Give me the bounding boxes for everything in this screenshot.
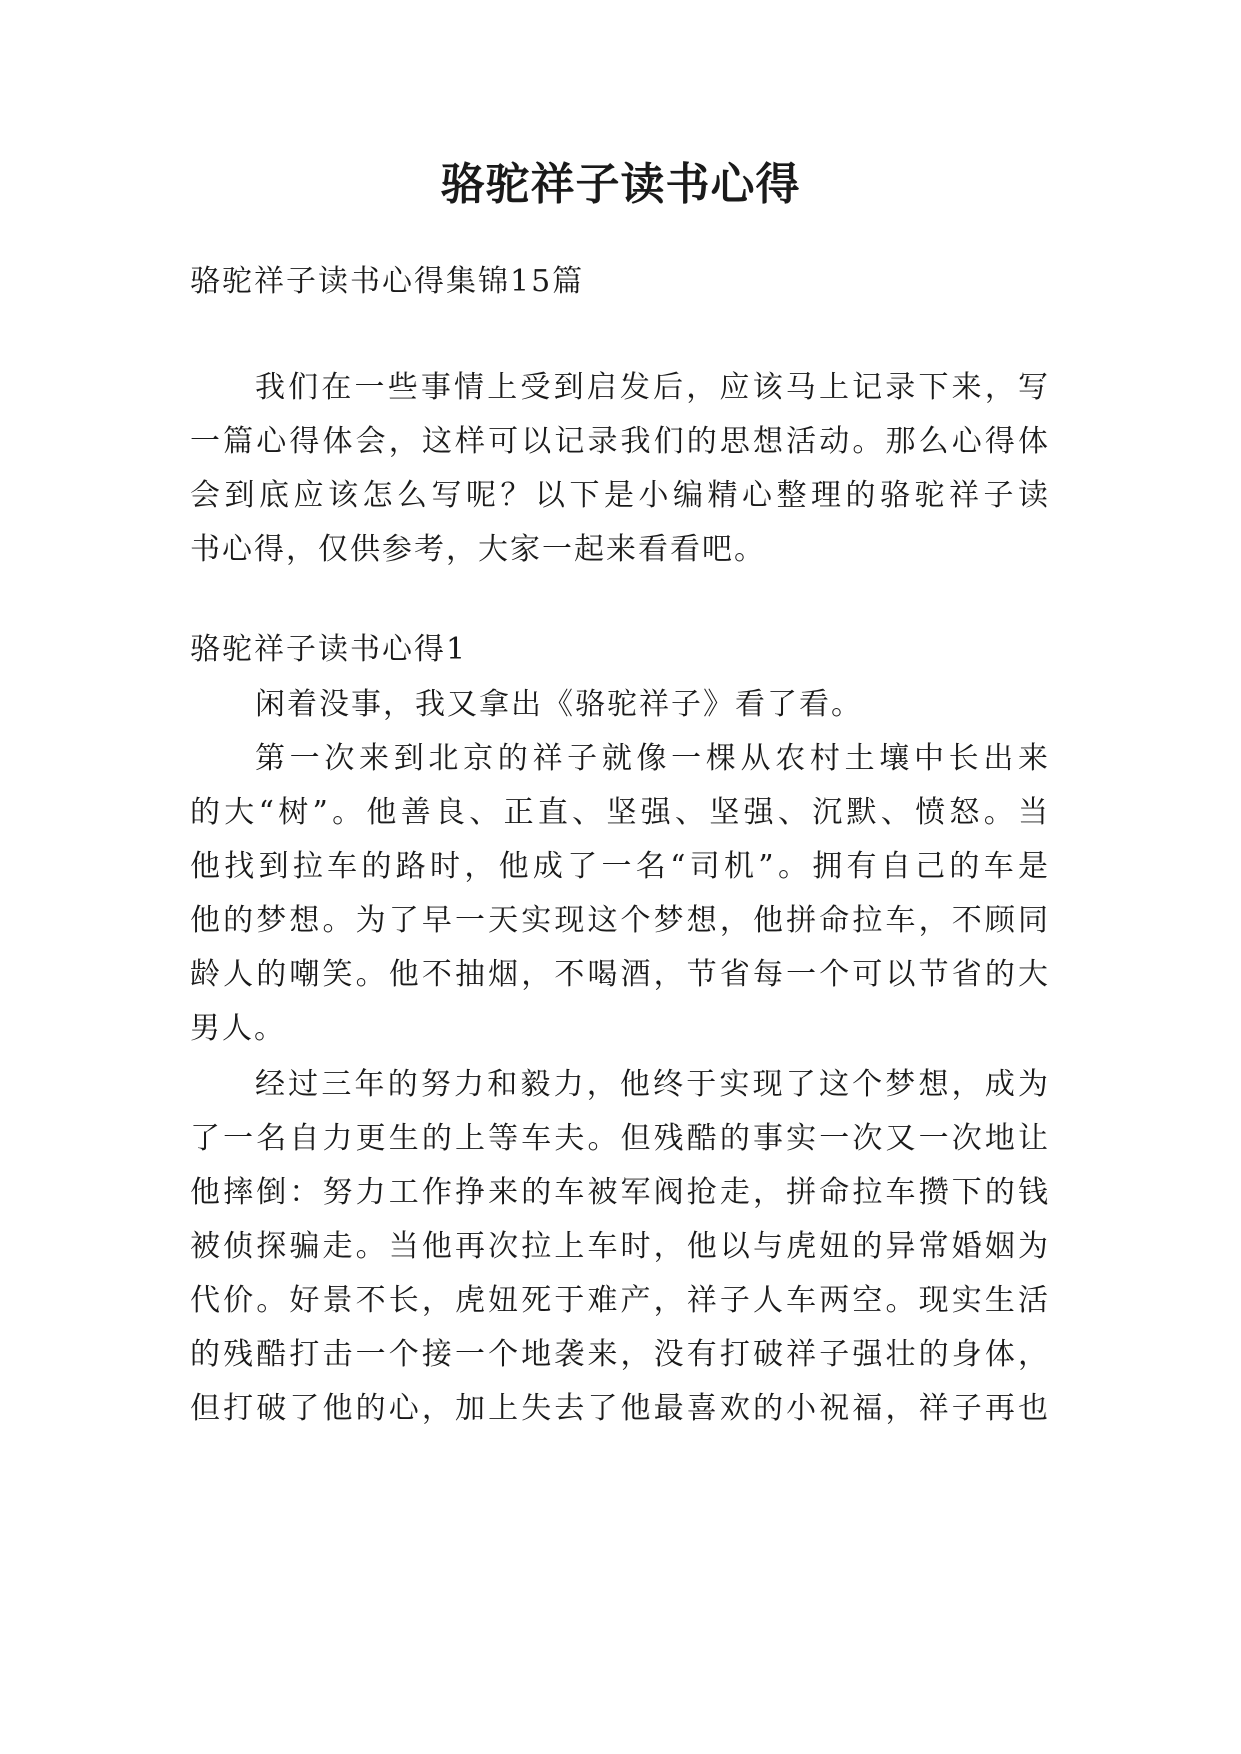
section1-p2-line-3: 他找到拉车的路时，他成了一名“司机”。拥有自己的车是 [190, 849, 1050, 884]
section1-p3-line-5: 代价。好景不长，虎妞死于难产，祥子人车两空。现实生活 [190, 1283, 1050, 1318]
section1-heading: 骆驼祥子读书心得1 [190, 632, 468, 667]
section1-p3-line-6: 的残酷打击一个接一个地袭来，没有打破祥子强壮的身体， [190, 1337, 1050, 1372]
section1-paragraph-1: 闲着没事，我又拿出《骆驼祥子》看了看。 [255, 687, 863, 722]
section1-p2-line-2: 的大“树”。他善良、正直、坚强、坚强、沉默、愤怒。当 [190, 795, 1050, 830]
section1-p2-line-4: 他的梦想。为了早一天实现这个梦想，他拼命拉车，不顾同 [190, 903, 1050, 938]
section1-p3-line-4: 被侦探骗走。当他再次拉上车时，他以与虎妞的异常婚姻为 [190, 1229, 1050, 1264]
section1-p3-line-3: 他摔倒：努力工作挣来的车被军阀抢走，拼命拉车攒下的钱 [190, 1175, 1050, 1210]
intro-line-2: 一篇心得体会，这样可以记录我们的思想活动。那么心得体 [190, 424, 1050, 459]
section1-p2-line-5: 龄人的嘲笑。他不抽烟，不喝酒，节省每一个可以节省的大 [190, 957, 1050, 992]
intro-line-4: 书心得，仅供参考，大家一起来看看吧。 [190, 532, 766, 567]
section1-p2-line-6: 男人。 [190, 1011, 286, 1046]
intro-line-3: 会到底应该怎么写呢？以下是小编精心整理的骆驼祥子读 [190, 478, 1050, 513]
document-subtitle: 骆驼祥子读书心得集锦15篇 [190, 264, 585, 299]
section1-p3-line-7: 但打破了他的心，加上失去了他最喜欢的小祝福，祥子再也 [190, 1391, 1050, 1426]
intro-line-1: 我们在一些事情上受到启发后，应该马上记录下来，写 [255, 370, 1050, 405]
document-title: 骆驼祥子读书心得 [440, 159, 801, 210]
section1-p3-line-2: 了一名自力更生的上等车夫。但残酷的事实一次又一次地让 [190, 1121, 1050, 1156]
section1-p3-line-1: 经过三年的努力和毅力，他终于实现了这个梦想，成为 [255, 1067, 1050, 1102]
section1-p2-line-1: 第一次来到北京的祥子就像一棵从农村土壤中长出来 [255, 741, 1050, 776]
